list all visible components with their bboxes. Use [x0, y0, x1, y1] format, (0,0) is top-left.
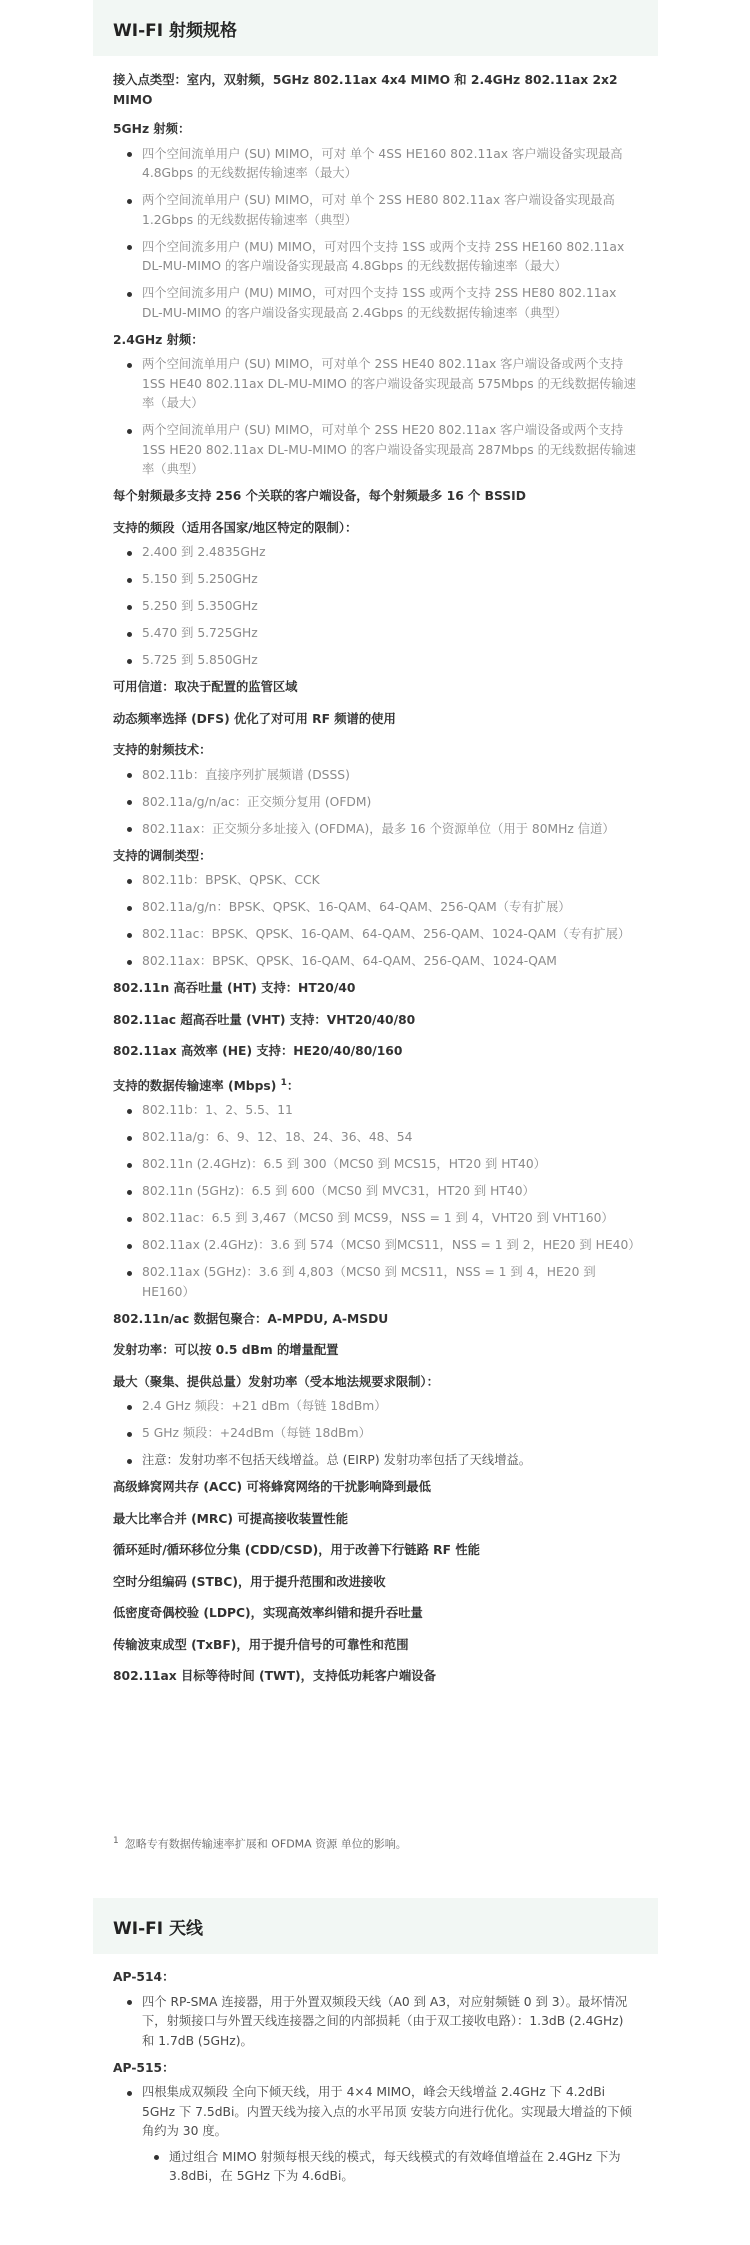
list-item: 两个空间流单用户 (SU) MIMO，可对单个 2SS HE40 802.11ax 客户端设备或两个支持 1SS HE40 802.11ax DL-MU-MIMO 的客户端设备实现最高 575Mbps 的无线数据传输速率（最大）	[127, 355, 638, 414]
list-item: 通过组合 MIMO 射频每根天线的模式，每天线模式的有效峰值增益在 2.4GHz 下为 3.8dBi，在 5GHz 下为 4.6dBi。	[154, 2148, 638, 2187]
clients-spec: 每个射频最多支持 256 个关联的客户端设备，每个射频最多 16 个 BSSID	[113, 489, 526, 503]
modulation-title: 支持的调制类型：	[113, 848, 212, 863]
ap515-sub-list	[142, 2148, 638, 2187]
ap514-title: AP-514：	[113, 1970, 175, 1984]
list-item: 802.11n (5GHz)：6.5 到 600（MCS0 到 MVC31，HT20 到 HT40）	[127, 1182, 638, 1202]
list-item: 四个空间流多用户 (MU) MIMO，可对四个支持 1SS 或两个支持 2SS HE80 802.11ax DL-MU-MIMO 的客户端设备实现最高 2.4Gbps 的无线数据传输速率（典型）	[127, 284, 638, 323]
modulation-list	[113, 871, 638, 972]
wifi-radio-section	[93, 0, 658, 1687]
wifi-antenna-title: WI-FI 天线	[93, 1898, 658, 1954]
list-item: 5.470 到 5.725GHz	[127, 624, 638, 644]
bands-list	[113, 543, 638, 671]
cdd-spec: 循环延时/循环移位分集 (CDD/CSD)，用于改善下行链路 RF 性能	[113, 1543, 480, 1558]
wifi-antenna-section	[93, 1898, 658, 2194]
bands-title: 支持的频段（适用各国家/地区特定的限制）：	[113, 520, 358, 535]
ldpc-spec: 低密度奇偶校验 (LDPC)，实现高效率纠错和提升吞吐量	[113, 1606, 423, 1621]
channels-spec: 可用信道：取决于配置的监管区域	[113, 680, 298, 694]
list-item: 802.11ax：BPSK、QPSK、16-QAM、64-QAM、256-QAM、1024-QAM	[127, 952, 638, 972]
ap-type: 接入点类型：室内，双射频，5GHz 802.11ax 4x4 MIMO 和 2.4GHz 802.11ax 2x2 MIMO	[113, 73, 618, 107]
vht-spec: 802.11ac 超高吞吐量 (VHT) 支持：VHT20/40/80	[113, 1012, 416, 1027]
rates-title: 支持的数据传输速率 (Mbps) $^1$：	[113, 1077, 300, 1093]
rates-list	[113, 1101, 641, 1302]
list-item: 802.11b：直接序列扩展频谱 (DSSS)	[127, 766, 638, 786]
list-item: 802.11n (2.4GHz)：6.5 到 300（MCS0 到 MCS15，HT20 到 HT40）	[127, 1155, 638, 1175]
dfs-spec: 动态频率选择 (DFS) 优化了对可用 RF 频谱的使用	[113, 711, 396, 726]
list-item: 802.11a/g/n：BPSK、QPSK、16-QAM、64-QAM、256-QAM（专有扩展）	[127, 898, 638, 918]
list-item: 5.250 到 5.350GHz	[127, 597, 638, 617]
list-item: 802.11b：BPSK、QPSK、CCK	[127, 871, 638, 891]
stbc-spec: 空时分组编码 (STBC)，用于提升范围和改进接收	[113, 1574, 386, 1589]
aggregation-spec: 802.11n/ac 数据包聚合：A-MPDU, A-MSDU	[113, 1311, 389, 1326]
acc-spec: 高级蜂窝网共存 (ACC) 可将蜂窝网络的干扰影响降到最低	[113, 1480, 431, 1495]
list-item: 四个 RP-SMA 连接器，用于外置双频段天线（A0 到 A3，对应射频链 0 到 3）。最坏情况下，射频接口与外置天线连接器之间的内部损耗（由于双工接收电路）：1.3dB (2.4GHz) 和 1.7dB (5GHz)。	[127, 1993, 638, 2052]
list-item: 2.400 到 2.4835GHz	[127, 543, 638, 563]
list-item: 注意：发射功率不包括天线增益。总 (EIRP) 发射功率包括了天线增益。	[127, 1451, 638, 1471]
radio5-list	[113, 145, 638, 324]
list-item: 两个空间流单用户 (SU) MIMO，可对单个 2SS HE20 802.11ax 客户端设备或两个支持 1SS HE20 802.11ax DL-MU-MIMO 的客户端设备实现最高 287Mbps 的无线数据传输速率（典型）	[127, 421, 638, 480]
list-item: 5 GHz 频段：+24dBm（每链 18dBm）	[127, 1424, 638, 1444]
max-power-title: 最大（聚集、提供总量）发射功率（受本地法规要求限制）：	[113, 1374, 439, 1389]
list-item: 802.11ax：正交频分多址接入 (OFDMA)，最多 16 个资源单位（用于 80MHz 信道）	[127, 820, 638, 840]
tx-power-spec: 发射功率：可以按 0.5 dBm 的增量配置	[113, 1343, 339, 1358]
radio24-title: 2.4GHz 射频：	[113, 332, 204, 347]
list-item: 802.11ax (5GHz)：3.6 到 4,803（MCS0 到 MCS11，NSS = 1 到 4，HE20 到 HE160）	[127, 1263, 638, 1302]
list-item: 四根集成双频段 全向下倾天线，用于 4×4 MIMO，峰会天线增益 2.4GHz 下 4.2dBi 5GHz 下 7.5dBi。内置天线为接入点的水平吊顶 安装方向进行优化。实现最大增益的下倾角约为 30 度。 通过组合 MIMO 射频每根天线的模式，每天线模式的有效峰值增益在 2.4GHz 下为 3.8dBi，在 5GHz 下为 4.6dBi。	[127, 2083, 638, 2187]
list-item: 5.725 到 5.850GHz	[127, 651, 638, 671]
txbf-spec: 传输波束成型 (TxBF)，用于提升信号的可靠性和范围	[113, 1637, 409, 1652]
list-item: 802.11ac：BPSK、QPSK、16-QAM、64-QAM、256-QAM、1024-QAM（专有扩展）	[127, 925, 638, 945]
radio-tech-list	[113, 766, 638, 840]
list-item: 5.150 到 5.250GHz	[127, 570, 638, 590]
list-item: 四个空间流多用户 (MU) MIMO，可对四个支持 1SS 或两个支持 2SS HE160 802.11ax DL-MU-MIMO 的客户端设备实现最高 4.8Gbps 的无线数据传输速率（最大）	[127, 238, 638, 277]
twt-spec: 802.11ax 目标等待时间 (TWT)，支持低功耗客户端设备	[113, 1669, 436, 1684]
max-power-list	[113, 1397, 638, 1471]
list-item: 2.4 GHz 频段：+21 dBm（每链 18dBm）	[127, 1397, 638, 1417]
list-item: 四个空间流单用户 (SU) MIMO，可对 单个 4SS HE160 802.11ax 客户端设备实现最高 4.8Gbps 的无线数据传输速率（最大）	[127, 145, 638, 184]
mrc-spec: 最大比率合并 (MRC) 可提高接收装置性能	[113, 1511, 348, 1526]
radio24-list	[113, 355, 638, 480]
ap515-title: AP-515：	[113, 2060, 175, 2075]
list-item: 两个空间流单用户 (SU) MIMO，可对 单个 2SS HE80 802.11ax 客户端设备实现最高 1.2Gbps 的无线数据传输速率（典型）	[127, 191, 638, 230]
list-item: 802.11ac：6.5 到 3,467（MCS0 到 MCS9，NSS = 1 到 4，VHT20 到 VHT160）	[127, 1209, 638, 1229]
list-item: 802.11b：1、2、5.5、11	[127, 1101, 638, 1121]
radio5-title: 5GHz 射频：	[113, 122, 191, 136]
list-item: 802.11a/g/n/ac：正交频分复用 (OFDM)	[127, 793, 638, 813]
ap515-list	[113, 2083, 638, 2187]
footnote-text: 忽略专有数据传输速率扩展和 OFDMA 资源 单位的影响。	[124, 1837, 407, 1851]
ht-spec: 802.11n 高吞吐量 (HT) 支持：HT20/40	[113, 981, 356, 995]
wifi-radio-title: WI-FI 射频规格	[93, 0, 658, 56]
ap514-list	[113, 1993, 638, 2052]
he-spec: 802.11ax 高效率 (HE) 支持：HE20/40/80/160	[113, 1044, 403, 1058]
list-item: 802.11a/g：6、9、12、18、24、36、48、54	[127, 1128, 638, 1148]
list-item: 802.11ax (2.4GHz)：3.6 到 574（MCS0 到MCS11，NSS = 1 到 2，HE20 到 HE40）	[127, 1236, 638, 1256]
footnote	[93, 1833, 658, 1853]
radio-tech-title: 支持的射频技术：	[113, 743, 212, 757]
footnote-number: 1	[113, 1836, 119, 1846]
